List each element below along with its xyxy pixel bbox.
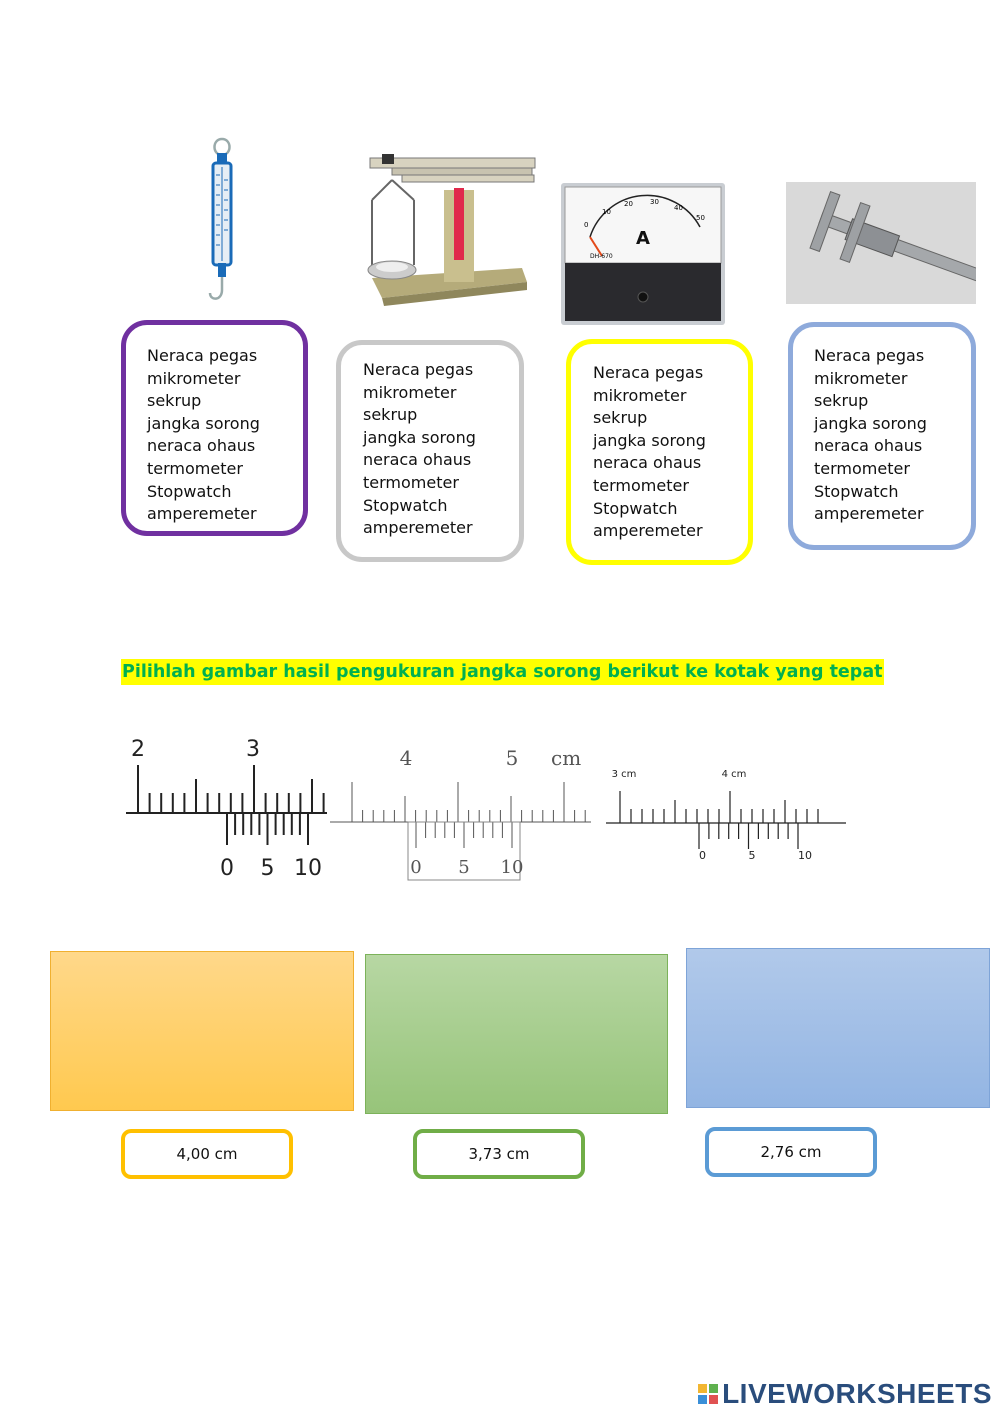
instruction-text: Pilihlah gambar hasil pengukuran jangka sorong berikut ke kotak yang tepat: [121, 659, 884, 685]
option-item[interactable]: neraca ohaus: [593, 453, 702, 473]
option-item[interactable]: termometer: [593, 475, 689, 495]
ammeter-scale-20: 20: [624, 200, 633, 208]
vernier-scale-label: 10: [798, 849, 812, 862]
option-list: [363, 359, 519, 540]
vernier-scale-2: [328, 745, 593, 883]
option-item[interactable]: jangka sorong: [814, 413, 927, 433]
option-list: [147, 345, 303, 526]
spring-balance-image: [200, 135, 244, 305]
option-item[interactable]: jangka sorong: [593, 430, 706, 450]
option-item[interactable]: amperemeter: [593, 521, 703, 541]
unit-label: cm: [551, 746, 582, 770]
scale-reading-3[interactable]: [604, 762, 849, 867]
option-item[interactable]: Neraca pegas: [814, 346, 925, 365]
ammeter-scale-10: 10: [602, 208, 611, 216]
vernier-scale-3: [604, 762, 849, 867]
option-box-ammeter[interactable]: [566, 339, 753, 565]
option-list: [814, 345, 971, 526]
answer-3-73[interactable]: 3,73 cm: [413, 1129, 585, 1179]
option-item[interactable]: amperemeter: [363, 518, 473, 538]
option-item[interactable]: neraca ohaus: [814, 436, 923, 456]
option-item[interactable]: sekrup: [814, 391, 869, 411]
option-item[interactable]: mikrometer: [814, 368, 908, 388]
ammeter-scale-50: 50: [696, 214, 705, 222]
option-item[interactable]: Stopwatch: [147, 481, 232, 501]
vernier-scale-label: 0: [410, 857, 422, 878]
option-item[interactable]: Neraca pegas: [363, 360, 474, 379]
option-item[interactable]: termometer: [147, 458, 243, 478]
option-item[interactable]: amperemeter: [147, 504, 257, 524]
option-item[interactable]: mikrometer: [147, 368, 241, 388]
answer-4-00[interactable]: 4,00 cm: [121, 1129, 293, 1179]
main-scale-label: 3: [246, 737, 260, 762]
option-item[interactable]: termometer: [814, 458, 910, 478]
scale-reading-2[interactable]: [328, 745, 593, 883]
vernier-scale-label: 5: [260, 856, 275, 880]
main-scale-label: 2: [131, 737, 145, 762]
ammeter-scale-40: 40: [674, 204, 683, 212]
option-item[interactable]: neraca ohaus: [363, 450, 472, 470]
answer-2-76[interactable]: 2,76 cm: [705, 1127, 877, 1177]
vernier-scale-label: 0: [220, 856, 234, 880]
vernier-caliper-image: [786, 182, 976, 304]
ohaus-balance-image: [362, 150, 537, 320]
option-item[interactable]: amperemeter: [814, 504, 924, 524]
option-item[interactable]: sekrup: [593, 408, 648, 428]
option-item[interactable]: Neraca pegas: [147, 346, 258, 365]
ammeter-scale-30: 30: [650, 198, 659, 206]
logo-squares-icon: [698, 1384, 718, 1404]
option-box-spring-balance[interactable]: [121, 320, 308, 536]
option-item[interactable]: sekrup: [363, 405, 418, 425]
option-box-ohaus-balance[interactable]: [336, 340, 524, 562]
option-box-vernier-caliper[interactable]: [788, 322, 976, 550]
option-item[interactable]: neraca ohaus: [147, 436, 256, 456]
ammeter-image: [560, 182, 726, 326]
vernier-scale-label: 5: [458, 857, 470, 878]
drop-box-blue[interactable]: [686, 948, 990, 1108]
option-item[interactable]: jangka sorong: [363, 427, 476, 447]
main-scale-label: 4: [399, 746, 413, 770]
brand-text: LIVEWORKSHEETS: [722, 1378, 992, 1409]
option-item[interactable]: mikrometer: [363, 382, 457, 402]
option-item[interactable]: sekrup: [147, 391, 202, 411]
ammeter-scale-0: 0: [584, 221, 589, 229]
vernier-scale-label: 5: [748, 849, 756, 862]
option-item[interactable]: Neraca pegas: [593, 363, 704, 382]
vernier-scale-1: [122, 730, 332, 880]
vernier-scale-label: 10: [500, 857, 524, 878]
liveworksheets-logo: [698, 1378, 992, 1410]
option-item[interactable]: Stopwatch: [593, 498, 678, 518]
option-item[interactable]: mikrometer: [593, 385, 687, 405]
option-item[interactable]: Stopwatch: [814, 481, 899, 501]
option-item[interactable]: termometer: [363, 472, 459, 492]
ammeter-model: DH-670: [590, 253, 613, 260]
main-scale-label: 3 cm: [611, 769, 637, 780]
option-item[interactable]: jangka sorong: [147, 413, 260, 433]
main-scale-label: 5: [505, 746, 519, 770]
drop-box-green[interactable]: [365, 954, 668, 1114]
scale-reading-1[interactable]: [122, 730, 332, 880]
option-list: [593, 362, 748, 543]
ammeter-letter: A: [636, 228, 650, 249]
option-item[interactable]: Stopwatch: [363, 495, 448, 515]
main-scale-label: 4 cm: [721, 769, 747, 780]
vernier-scale-label: 10: [294, 856, 322, 880]
vernier-scale-label: 0: [699, 849, 706, 862]
drop-box-orange[interactable]: [50, 951, 354, 1111]
